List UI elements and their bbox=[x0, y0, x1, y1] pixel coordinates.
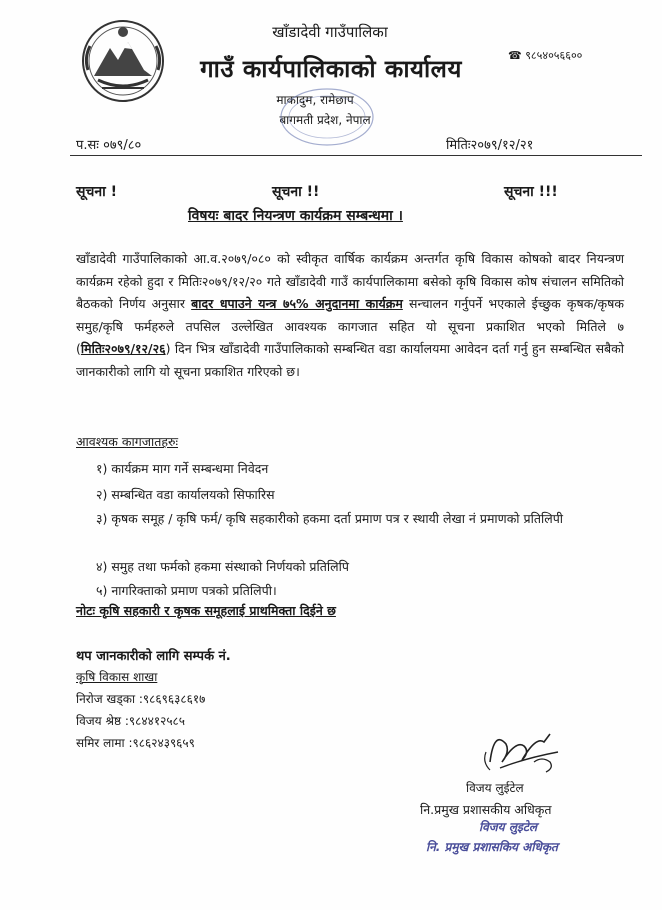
address-line-1: माकादुम, रामेछाप bbox=[276, 93, 354, 107]
contact-branch: कृषि विकास शाखा bbox=[76, 670, 158, 684]
handwritten-signature bbox=[480, 722, 570, 782]
nepal-emblem-icon bbox=[80, 18, 166, 104]
phone-number: ☎ ९८५४०५६६०० bbox=[508, 49, 583, 62]
notice-label-1: सूचना ! bbox=[76, 184, 118, 200]
subject-line: विषयः बादर नियन्त्रण कार्यक्रम सम्बन्धमा । bbox=[188, 208, 403, 224]
office-seal-stamp bbox=[268, 86, 386, 148]
contact-person: विजय श्रेष्ठ :९८४४१२५८५ bbox=[76, 714, 186, 728]
document-item: ३) कृषक समूह / कृषि फर्म/ कृषि सहकारीको हकमा दर्ता प्रमाण पत्र र स्थायी लेखा नं प्रमाणको प्रतिलिपी bbox=[96, 511, 564, 526]
notice-label-3: सूचना !!! bbox=[504, 184, 558, 200]
notice-label-2: सूचना !! bbox=[272, 184, 320, 200]
body-text-1: खाँडादेवी गाउँपालिकाको आ.व.२०७९/०८० को स्वीकृत वार्षिक कार्यक्रम अन्तर्गत कृषि विकास कोषको बादर नियन्त्रण कार्यक्रम रहेको हुदा र मितिः२०७९/१२/२० गते खाँडादेवी गाउँ कार्यपालिकामा बसेको कृषि विकास कोष संचालन समितिको बैठकको निर्णय अनुसार bbox=[76, 251, 624, 312]
address-line-2: बागमती प्रदेश, नेपाल bbox=[279, 113, 371, 127]
contact-person: समिर लामा :९८६२४३९६५९ bbox=[76, 736, 195, 750]
municipality-name: खाँडादेवी गाउँपालिका bbox=[272, 23, 388, 41]
document-item: ४) समुह तथा फर्मको हकमा संस्थाको निर्णयको प्रतिलिपि bbox=[96, 559, 349, 574]
body-text-2: सन्चालन गर्नुपर्ने भएकाले ईच्छुक कृषक/कृषक समुह/कृषि फर्महरुले तपसिल उल्लेखित आवश्यक कागजात सहित यो सूचना प्रकाशित भएको मितिले ७ ( bbox=[76, 296, 624, 357]
stamp-name: विजय लुइटेल bbox=[479, 820, 538, 834]
contact-heading: थप जानकारीको लागि सम्पर्क नं. bbox=[76, 649, 231, 664]
document-item: २) सम्बन्धित वडा कार्यालयको सिफारिस bbox=[96, 487, 275, 502]
body-highlight-program: बादर धपाउने यन्त्र ७५% अनुदानमा कार्यक्रम bbox=[191, 296, 403, 312]
office-title: गाउँ कार्यपालिकाको कार्यालय bbox=[200, 55, 462, 83]
reference-number: प.सः ०७९/८० bbox=[76, 138, 142, 153]
documents-heading: आवश्यक कागजातहरुः bbox=[76, 434, 179, 449]
body-text-3: ) दिन भित्र खाँडादेवी गाउँपालिकाको सम्बन्धित वडा कार्यालयमा आवेदन दर्ता गर्नु हुन सम्बन्धित सबैको जानकारीको लागि यो सूचना प्रकाशित गरिएको छ। bbox=[76, 341, 624, 379]
document-item: ५) नागरिक्ताको प्रमाण पत्रको प्रतिलिपी। bbox=[96, 583, 277, 598]
stamp-title: नि. प्रमुख प्रशासकिय अधिकृत bbox=[426, 840, 558, 854]
priority-note: नोटः कृषि सहकारी र कृषक समूहलाई प्राथमिक्ता दिईने छ bbox=[76, 603, 336, 618]
header-divider bbox=[70, 155, 642, 156]
signer-title: नि.प्रमुख प्रशासकीय अधिकृत bbox=[420, 802, 552, 817]
letter-date: मितिः२०७९/१२/२१ bbox=[446, 138, 534, 153]
signer-name: विजय लुईटेल bbox=[466, 781, 524, 795]
notice-body bbox=[76, 248, 624, 384]
document-item: १) कार्यक्रम माग गर्ने सम्बन्धमा निवेदन bbox=[96, 461, 269, 476]
contact-person: निरोज खड्का :९८६९६३८६१७ bbox=[76, 692, 206, 706]
body-highlight-deadline: मितिः२०७९/१२/२६ bbox=[80, 341, 166, 357]
